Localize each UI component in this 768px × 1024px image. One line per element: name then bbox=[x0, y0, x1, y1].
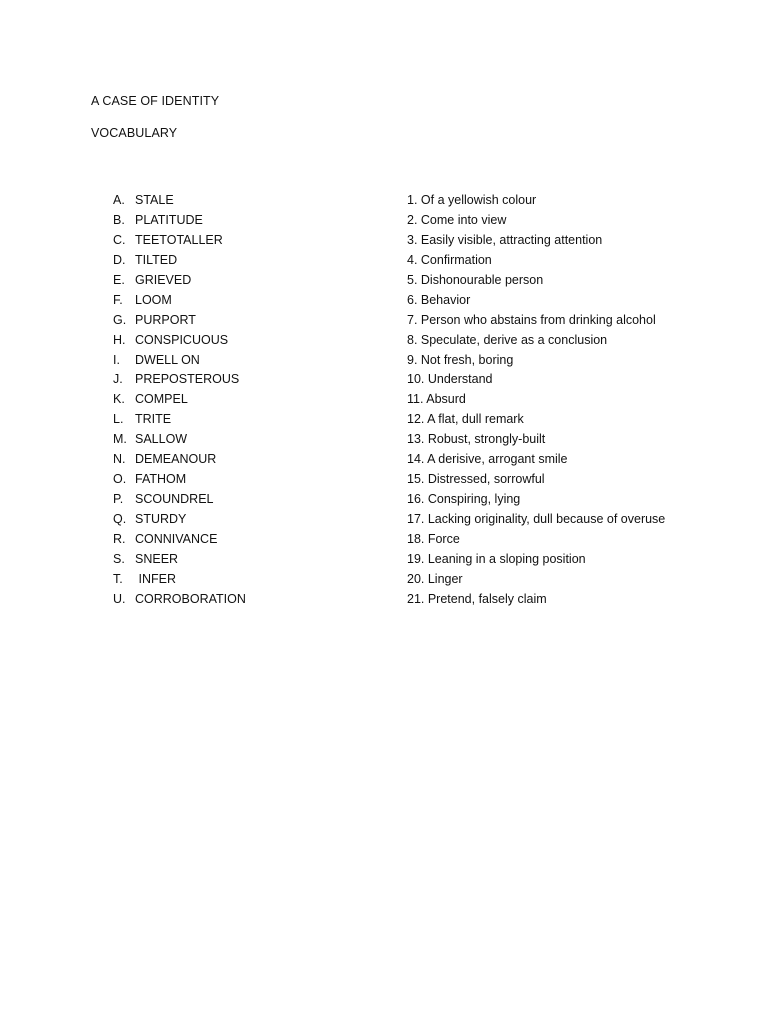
definition-item: 21. Pretend, falsely claim bbox=[407, 591, 547, 606]
term-item bbox=[113, 352, 373, 372]
definition-item: 19. Leaning in a sloping position bbox=[407, 551, 586, 566]
term-letter: Q. bbox=[113, 512, 127, 526]
term-word: SNEER bbox=[135, 551, 179, 566]
term-letter: C. bbox=[113, 232, 126, 247]
definitions-list bbox=[407, 192, 737, 611]
term-word: CONNIVANCE bbox=[135, 531, 218, 546]
term-item bbox=[113, 252, 373, 272]
term-letter: F. bbox=[113, 292, 123, 307]
term-letter: E. bbox=[113, 272, 125, 287]
term-item bbox=[113, 192, 373, 212]
term-item bbox=[113, 591, 373, 611]
term-word: DEMEANOUR bbox=[135, 452, 217, 467]
term-word: TILTED bbox=[135, 252, 178, 267]
definition-item: 18. Force bbox=[407, 531, 460, 546]
term-item bbox=[113, 232, 373, 252]
term-word: TEETOTALLER bbox=[135, 232, 223, 247]
definition-item: 12. A flat, dull remark bbox=[407, 412, 524, 427]
term-word: GRIEVED bbox=[135, 272, 192, 287]
term-item bbox=[113, 451, 373, 471]
term-letter: G. bbox=[113, 312, 127, 327]
term-letter: A. bbox=[113, 193, 125, 207]
definition-item: 5. Dishonourable person bbox=[407, 272, 544, 287]
definition-item: 20. Linger bbox=[407, 571, 463, 586]
definition-item: 2. Come into view bbox=[407, 212, 507, 227]
term-letter: J. bbox=[113, 372, 123, 387]
definition-item: 6. Behavior bbox=[407, 292, 471, 307]
definition-item: 8. Speculate, derive as a conclusion bbox=[407, 332, 608, 347]
term-word: LOOM bbox=[135, 292, 172, 307]
term-item bbox=[113, 511, 373, 531]
term-letter: T. bbox=[113, 571, 123, 586]
term-word: PREPOSTEROUS bbox=[135, 372, 240, 387]
term-letter: R. bbox=[113, 531, 126, 546]
term-word: SALLOW bbox=[135, 432, 188, 447]
term-letter: M. bbox=[113, 432, 127, 447]
term-word: INFER bbox=[135, 571, 176, 586]
term-item bbox=[113, 212, 373, 232]
definition-item: 11. Absurd bbox=[407, 392, 466, 407]
definition-item: 16. Conspiring, lying bbox=[407, 492, 521, 507]
definition-item: 14. A derisive, arrogant smile bbox=[407, 452, 568, 467]
term-item bbox=[113, 471, 373, 491]
term-letter: D. bbox=[113, 252, 126, 267]
definition-item: 9. Not fresh, boring bbox=[407, 352, 514, 367]
term-word: STALE bbox=[135, 193, 174, 207]
definition-item: 1. Of a yellowish colour bbox=[407, 193, 537, 207]
term-item bbox=[113, 332, 373, 352]
term-letter: B. bbox=[113, 212, 125, 227]
term-letter: U. bbox=[113, 591, 126, 606]
term-letter: H. bbox=[113, 332, 126, 347]
definition-item: 13. Robust, strongly-built bbox=[407, 432, 546, 447]
term-word: DWELL ON bbox=[135, 352, 200, 367]
term-word: FATHOM bbox=[135, 472, 187, 487]
term-letter: L. bbox=[113, 412, 124, 427]
term-item bbox=[113, 371, 373, 391]
terms-list bbox=[113, 192, 373, 611]
term-item bbox=[113, 551, 373, 571]
term-item bbox=[113, 292, 373, 312]
term-item bbox=[113, 571, 373, 591]
term-item bbox=[113, 391, 373, 411]
term-word: CONSPICUOUS bbox=[135, 332, 229, 347]
term-item bbox=[113, 431, 373, 451]
definition-item: 4. Confirmation bbox=[407, 252, 492, 267]
term-letter: P. bbox=[113, 492, 124, 507]
term-letter: S. bbox=[113, 551, 125, 566]
definition-item: 7. Person who abstains from drinking alcohol bbox=[407, 312, 656, 327]
term-item bbox=[113, 312, 373, 332]
term-word: PURPORT bbox=[135, 312, 196, 327]
term-letter: I. bbox=[113, 352, 120, 367]
definition-item: 17. Lacking originality, dull because of overuse bbox=[407, 512, 666, 526]
term-item bbox=[113, 531, 373, 551]
definition-item: 10. Understand bbox=[407, 372, 493, 387]
term-item bbox=[113, 411, 373, 431]
term-word: STURDY bbox=[135, 512, 187, 526]
term-word: SCOUNDREL bbox=[135, 492, 214, 507]
term-letter: K. bbox=[113, 392, 125, 407]
term-word: TRITE bbox=[135, 412, 172, 427]
term-item bbox=[113, 491, 373, 511]
document-subtitle: VOCABULARY bbox=[91, 126, 178, 140]
term-word: PLATITUDE bbox=[135, 212, 203, 227]
term-letter: O. bbox=[113, 472, 127, 487]
term-word: COMPEL bbox=[135, 392, 188, 407]
term-letter: N. bbox=[113, 452, 126, 467]
term-word: CORROBORATION bbox=[135, 591, 246, 606]
definition-item: 3. Easily visible, attracting attention bbox=[407, 232, 603, 247]
term-item bbox=[113, 272, 373, 292]
document-title: A CASE OF IDENTITY bbox=[91, 94, 220, 108]
definition-item: 15. Distressed, sorrowful bbox=[407, 472, 545, 487]
